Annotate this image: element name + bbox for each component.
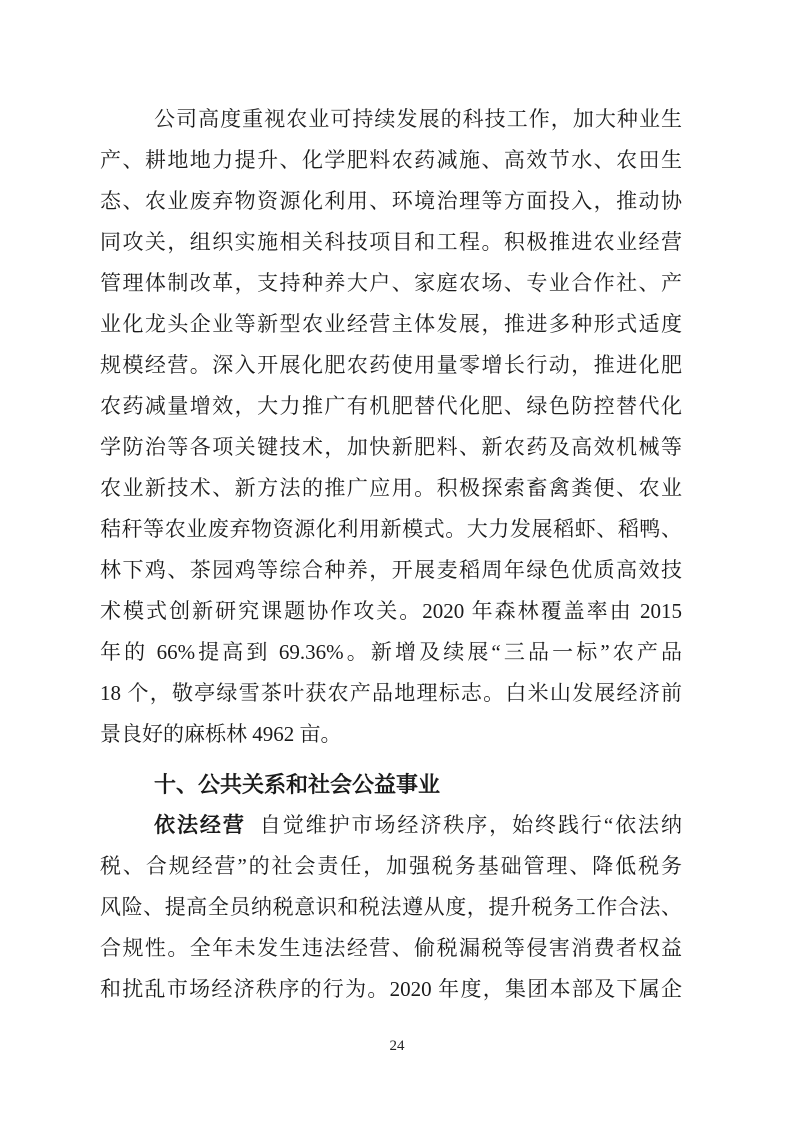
body-text-line (100, 805, 682, 846)
paragraph-law-abiding (100, 805, 682, 1010)
body-text-line: 风险、提高全员纳税意识和税法遵从度，提升税务工作合法、 (100, 895, 682, 919)
body-text-line: 18 个，敬亭绿雪茶叶获农产品地理标志。白米山发展经济前 (100, 681, 682, 705)
body-text-line: 学防治等各项关键技术，加快新肥料、新农药及高效机械等 (100, 435, 682, 459)
body-text-line: 农业新技术、新方法的推广应用。积极探索畜禽粪便、农业 (100, 476, 682, 500)
paragraph-science (100, 99, 682, 755)
body-text-line: 和扰乱市场经济秩序的行为。2020 年度，集团本部及下属企 (100, 977, 682, 1001)
body-text-line: 合规性。全年未发生违法经营、偷税漏税等侵害消费者权益 (100, 936, 682, 960)
page-number: 24 (389, 1038, 405, 1054)
body-text-line: 林下鸡、茶园鸡等综合种养，开展麦稻周年绿色优质高效技 (100, 558, 682, 582)
paragraph-lead-rest: 自觉维护市场经济秩序，始终践行“依法纳 (259, 813, 682, 837)
body-text-line: 秸秆等农业废弃物资源化利用新模式。大力发展稻虾、稻鸭、 (100, 517, 682, 541)
body-text-line: 税、合规经营”的社会责任，加强税务基础管理、降低税务 (100, 854, 682, 878)
body-text-line: 态、农业废弃物资源化利用、环境治理等方面投入，推动协 (100, 189, 682, 213)
body-text-line: 术模式创新研究课题协作攻关。2020 年森林覆盖率由 2015 (100, 599, 682, 623)
body-text-line: 年的 66%提高到 69.36%。新增及续展“三品一标”农产品 (100, 640, 682, 664)
section-heading: 十、公共关系和社会公益事业 (154, 772, 441, 797)
body-text-line: 农药减量增效，大力推广有机肥替代化肥、绿色防控替代化 (100, 394, 682, 418)
paragraph-lead-term: 依法经营 (154, 813, 246, 837)
body-text-line: 同攻关，组织实施相关科技项目和工程。积极推进农业经营 (100, 230, 682, 254)
body-text-line: 业化龙头企业等新型农业经营主体发展，推进多种形式适度 (100, 312, 682, 336)
body-text-line: 景良好的麻栎林 4962 亩。 (100, 722, 342, 746)
text-block (100, 99, 682, 1010)
body-text-line: 产、耕地地力提升、化学肥料农药减施、高效节水、农田生 (100, 148, 682, 172)
body-text-line: 公司高度重视农业可持续发展的科技工作，加大种业生 (154, 107, 682, 131)
body-text-line: 管理体制改革，支持种养大户、家庭农场、专业合作社、产 (100, 271, 682, 295)
body-text-line: 规模经营。深入开展化肥农药使用量零增长行动，推进化肥 (100, 353, 682, 377)
